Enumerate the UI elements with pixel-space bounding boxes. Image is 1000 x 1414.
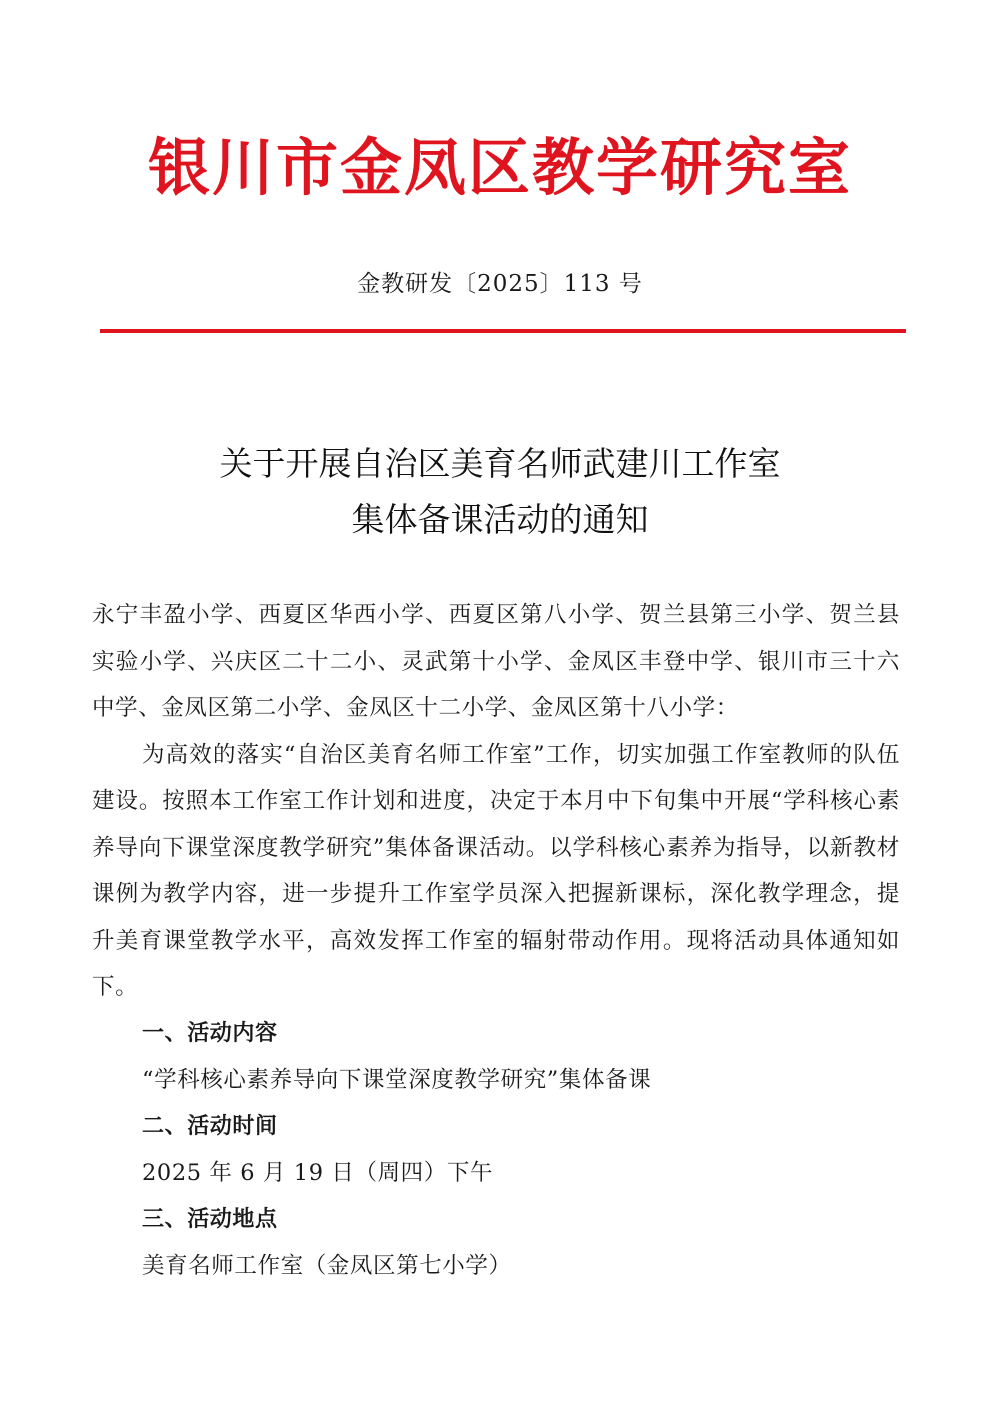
red-divider-line [100,329,906,333]
notice-title-line-1: 关于开展自治区美育名师武建川工作室 [219,444,781,483]
organization-name: 银川市金凤区教学研究室 [147,131,852,204]
intro-paragraph: 为高效的落实“自治区美育名师工作室”工作，切实加强工作室教师的队伍建设。按照本工作室工作计划和进度，决定于本月中下旬集中开展“学科核心素养导向下课堂深度教学研究”集体备课活动。以学科核心素养为指导，以新教材课例为教学内容，进一步提升工作室学员深入把握新课标，深化教学理念，提升美育课堂教学水平，高效发挥工作室的辐射带动作用。现将活动具体通知如下。 [92,741,900,1000]
document-number: 金教研发〔2025〕113 号 [357,271,643,297]
notice-title [0,436,1000,548]
section-body-content: “学科核心素养导向下课堂深度教学研究”集体备课 [142,1067,652,1093]
section-heading-time: 二、活动时间 [142,1113,278,1139]
notice-title-line-2: 集体备课活动的通知 [351,500,649,539]
recipients-paragraph: 永宁丰盈小学、西夏区华西小学、西夏区第八小学、贺兰县第三小学、贺兰县实验小学、兴庆区二十二小、灵武第十小学、金凤区丰登中学、银川市三十六中学、金凤区第二小学、金凤区十二小学、金凤区第十八小学： [92,602,900,721]
section-body-time: 2025 年 6 月 19 日（周四）下午 [142,1160,494,1186]
notice-body [92,592,900,1290]
section-body-location: 美育名师工作室（金凤区第七小学） [142,1253,512,1279]
section-heading-content: 一、活动内容 [142,1020,278,1046]
section-heading-location: 三、活动地点 [142,1206,278,1232]
